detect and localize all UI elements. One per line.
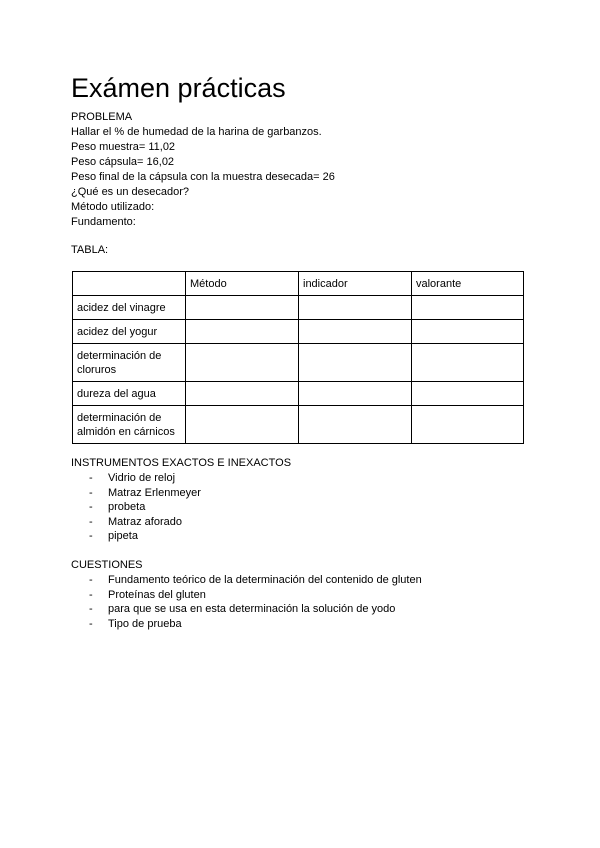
list-item-text: Tipo de prueba — [108, 617, 182, 630]
table-cell — [412, 320, 524, 344]
table-row — [73, 344, 524, 382]
problem-line: Peso final de la cápsula con la muestra desecada= 26 — [71, 171, 335, 183]
table-cell — [412, 344, 524, 382]
table-header-cell — [73, 272, 186, 296]
dash-bullet: - — [89, 501, 93, 514]
dash-bullet: - — [89, 617, 93, 630]
problem-line: Hallar el % de humedad de la harina de garbanzos. — [71, 126, 322, 138]
table-cell: determinación de cloruros — [73, 344, 186, 382]
list-item — [71, 617, 422, 632]
dash-bullet: - — [89, 588, 93, 601]
table-cell — [186, 320, 299, 344]
table-row — [73, 406, 524, 444]
table-cell — [299, 296, 412, 320]
dash-bullet: - — [89, 603, 93, 616]
problem-line: ¿Qué es un desecador? — [71, 186, 190, 198]
table-header-cell: indicador — [299, 272, 412, 296]
cuestiones-section — [71, 558, 422, 631]
list-item-text: Matraz Erlenmeyer — [108, 486, 201, 499]
table-header-cell: Método — [186, 272, 299, 296]
problem-line: Peso muestra= 11,02 — [71, 141, 176, 153]
table-cell — [299, 320, 412, 344]
cuestiones-list — [71, 573, 422, 631]
table-cell — [299, 382, 412, 406]
table-cell: acidez del yogur — [73, 320, 186, 344]
problem-line: Peso cápsula= 16,02 — [71, 156, 175, 168]
page-title: Exámen prácticas — [71, 73, 286, 103]
table-cell — [412, 296, 524, 320]
table-row — [73, 296, 524, 320]
table-header-row — [73, 272, 524, 296]
problem-line: Fundamento: — [71, 216, 136, 228]
list-item-text: para que se usa en esta determinación la solución de yodo — [108, 603, 396, 616]
list-item — [71, 529, 291, 544]
dash-bullet: - — [89, 530, 93, 543]
instruments-list — [71, 471, 291, 544]
table-cell — [299, 344, 412, 382]
instruments-section — [71, 456, 291, 544]
list-item — [71, 486, 291, 501]
titration-table — [72, 271, 524, 444]
problem-heading: PROBLEMA — [71, 111, 133, 123]
table-cell — [186, 296, 299, 320]
list-item — [71, 588, 422, 603]
problem-line: Método utilizado: — [71, 201, 155, 213]
table-row — [73, 320, 524, 344]
list-item-text: Proteínas del gluten — [108, 588, 206, 601]
dash-bullet: - — [89, 486, 93, 499]
instruments-heading: INSTRUMENTOS EXACTOS E INEXACTOS — [71, 457, 292, 469]
table-cell — [186, 406, 299, 444]
list-item — [71, 602, 422, 617]
list-item — [71, 471, 291, 486]
list-item — [71, 500, 291, 515]
list-item-text: Matraz aforado — [108, 515, 182, 528]
list-item — [71, 573, 422, 588]
table-cell — [412, 406, 524, 444]
table-cell: acidez del vinagre — [73, 296, 186, 320]
cuestiones-heading: CUESTIONES — [71, 559, 143, 571]
table-header-cell: valorante — [412, 272, 524, 296]
table-cell — [186, 344, 299, 382]
dash-bullet: - — [89, 472, 93, 484]
list-item — [71, 515, 291, 530]
list-item-text: pipeta — [108, 530, 138, 543]
table-cell: determinación de almidón en cárnicos — [73, 406, 186, 444]
dash-bullet: - — [89, 515, 93, 528]
table-cell — [299, 406, 412, 444]
table-row — [73, 382, 524, 406]
table-cell — [186, 382, 299, 406]
list-item-text: Fundamento teórico de la determinación del contenido de gluten — [108, 574, 422, 586]
problem-section — [71, 110, 335, 230]
list-item-text: probeta — [108, 501, 146, 514]
dash-bullet: - — [89, 574, 93, 586]
list-item-text: Vidrio de reloj — [108, 472, 176, 484]
table-cell: dureza del agua — [73, 382, 186, 406]
table-cell — [412, 382, 524, 406]
table-label: TABLA: — [71, 244, 109, 256]
